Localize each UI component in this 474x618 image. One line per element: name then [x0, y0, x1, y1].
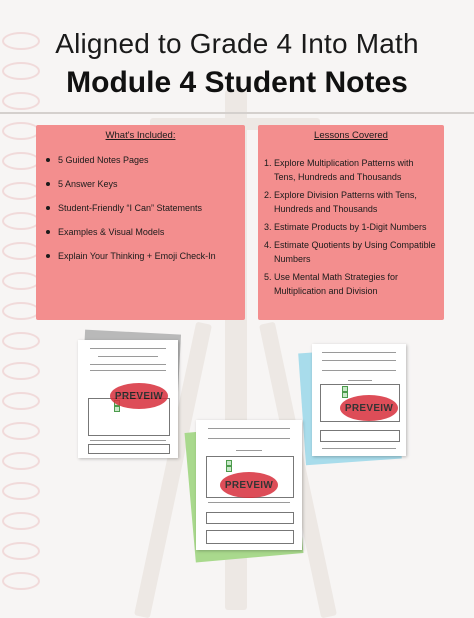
lesson-item: 4. Estimate Quotients by Using Compatible Numbers — [264, 240, 436, 264]
lesson-item: 3. Estimate Products by 1-Digit Numbers — [264, 222, 427, 232]
included-item: 5 Guided Notes Pages — [46, 155, 245, 165]
header-divider — [0, 112, 474, 114]
preview-stamp: PREVEIW — [340, 395, 398, 421]
preview-stamp: PREVEIW — [110, 383, 168, 409]
lessons-covered-panel — [258, 125, 444, 320]
lessons-covered-heading: Lessons Covered — [314, 130, 388, 141]
whats-included-list — [36, 155, 245, 261]
lesson-item: 1. Explore Multiplication Patterns with Tens, Hundreds and Thousands — [264, 158, 414, 182]
lessons-list — [258, 156, 444, 298]
page-title-line-2: Module 4 Student Notes — [66, 66, 408, 99]
whats-included-panel — [36, 125, 245, 320]
lesson-item: 2. Explore Division Patterns with Tens, Hundreds and Thousands — [264, 190, 417, 214]
whats-included-heading: What's Included: — [105, 130, 176, 141]
included-item: 5 Answer Keys — [46, 179, 245, 189]
lesson-item: 5. Use Mental Math Strategies for Multiplication and Division — [264, 272, 399, 296]
included-item: Student-Friendly “I Can” Statements — [46, 203, 245, 213]
preview-stamp: PREVEIW — [220, 472, 278, 498]
included-item: Explain Your Thinking + Emoji Check-In — [46, 251, 245, 261]
included-item: Examples & Visual Models — [46, 227, 245, 237]
page-title-line-1: Aligned to Grade 4 Into Math — [55, 28, 419, 59]
